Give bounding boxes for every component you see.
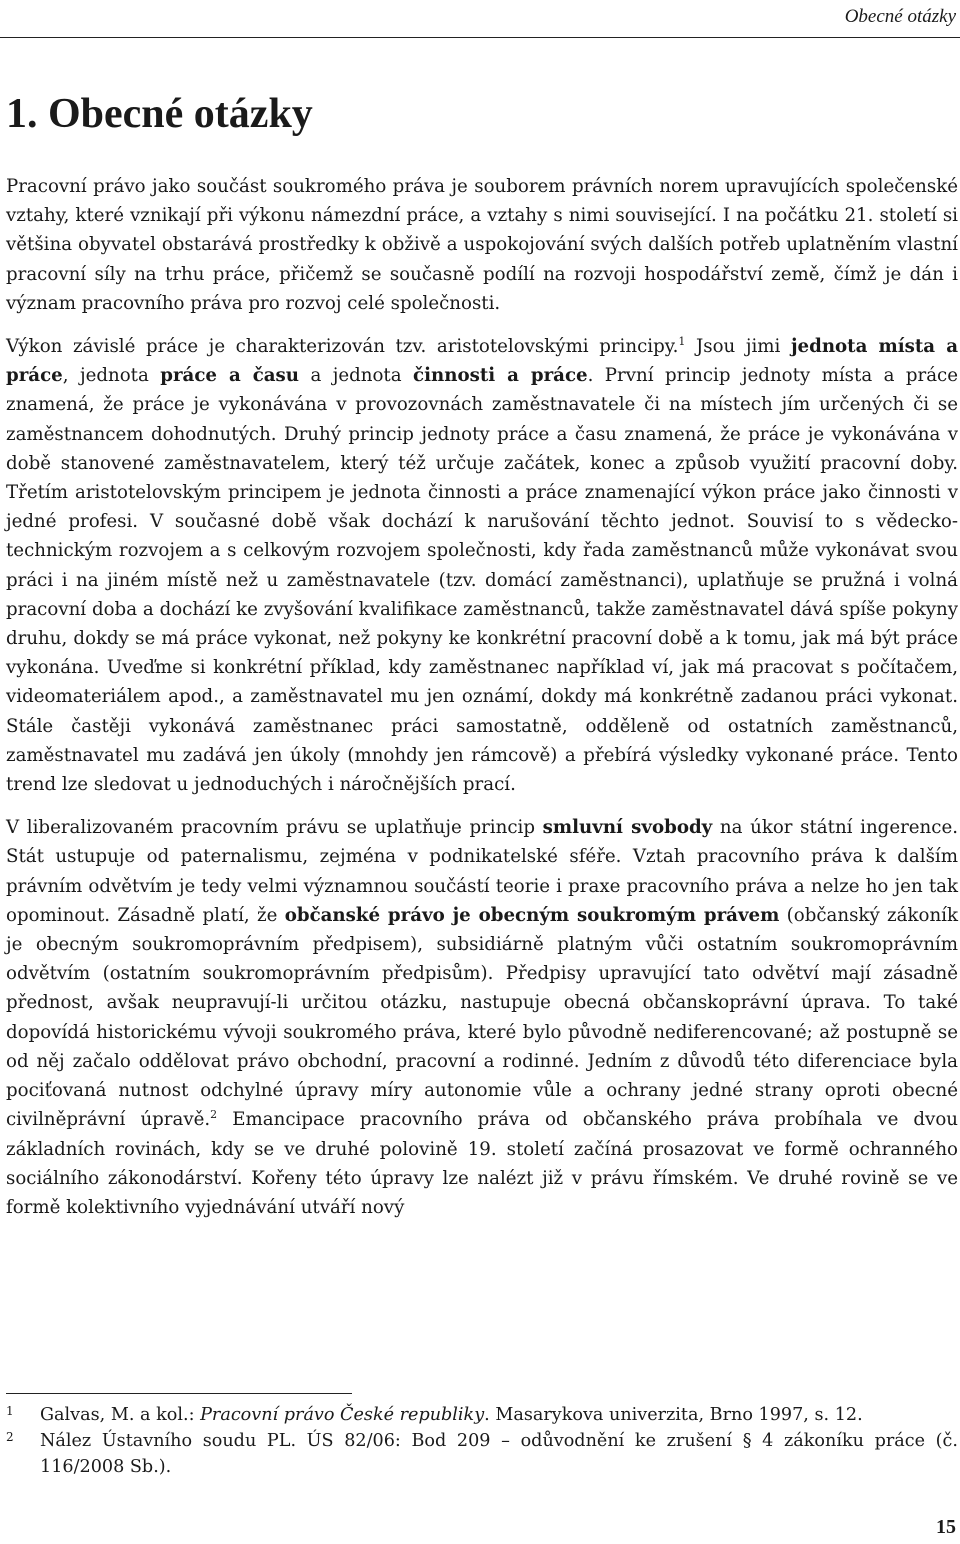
footnote-rule bbox=[6, 1393, 352, 1394]
text-run: Emancipace pracovního práva od občanského práva probíhala ve dvou základních rovinách, kdy se ve druhé polovině 19. století začíná prosazovat ve formě ochranného sociálního zákonodárství. Kořeny této úpravy lze nalézt již v právu římském. Ve druhé rovině se ve formě kolektivního vyjednávání utváří nový bbox=[6, 1109, 958, 1218]
text-run: (občanský zákoník je obecným soukromoprávním předpisem), subsidiárně platným vůči ostatním soukromoprávním odvětvím (ostatním soukromoprávním předpisům). Předpisy upravující tato odvětví mají zásadně přednost, avšak neupravují-li určitou otázku, nastupuje obecná občanskoprávní úprava. To také dopovídá historickému vývoji soukromého práva, které bylo původně nediferencované; až postupně se od něj začalo oddělovat právo obchodní, pracovní a rodinné. Jedním z důvodů této diferenciace byla pociťovaná nutnost odchylné úpravy míry autonomie vůle a ochrany jedné strany oproti obecné civilněprávní úpravě. bbox=[6, 904, 959, 1131]
body-text bbox=[6, 172, 958, 1236]
italic-title: Pracovní právo České republiky bbox=[200, 1405, 485, 1425]
text-run: Pracovní právo jako součást soukromého práva je souborem právních norem upravujících společenské vztahy, které vznikají při výkonu námezdní práce, a vztahy s nimi související. I na počátku 21. století si většina obyvatel obstarává prostředky k obživě a uspokojování svých dalších potřeb uplatněním vlastní pracovní síly na trhu práce, přičemž se současně podílí na rozvoji hospodářství země, čímž je dán i význam pracovního práva pro rozvoj celé společnosti. bbox=[6, 176, 958, 314]
bold-term: občanské právo je obecným soukromým právem bbox=[284, 904, 780, 926]
page-number: 15 bbox=[936, 1516, 956, 1538]
footnote bbox=[6, 1402, 958, 1428]
text-run: na úkor státní ingerence. Stát ustupuje od paternalismu, zejména v podnikatelské sféře. Vztah pracovního práva k dalším právním odvětvím je tedy velmi významnou součástí teorie i praxe pracovního práva a nelze ho jen tak opominout. Zásadně platí, že bbox=[6, 817, 958, 926]
paragraph bbox=[6, 813, 958, 1222]
footnote-number: 1 bbox=[6, 1404, 14, 1418]
text-run: , jednota bbox=[62, 365, 161, 387]
text-run: Nález Ústavního soudu PL. ÚS 82/06: Bod 209 – odůvodnění ke zrušení § 4 zákoníku práce (č. 116/2008 Sb.). bbox=[40, 1431, 958, 1477]
paragraph bbox=[6, 332, 958, 799]
footnotes bbox=[6, 1402, 958, 1480]
text-run: V liberalizovaném pracovním právu se uplatňuje princip bbox=[6, 817, 543, 839]
text-run: Jsou jimi bbox=[685, 336, 791, 358]
footnote-ref: 2 bbox=[210, 1108, 218, 1122]
bold-term: smluvní svobody bbox=[542, 817, 713, 839]
paragraph bbox=[6, 172, 958, 318]
footnote bbox=[6, 1428, 958, 1480]
footnote-number: 2 bbox=[6, 1430, 14, 1444]
bold-term: jednota místa a práce bbox=[6, 336, 959, 387]
footnote-text bbox=[40, 1402, 958, 1428]
text-run: . První princip jednoty místa a práce znamená, že práce je vykonávána v provozovnách zaměstnavatele či na místech jím určených či se zaměstnancem dohodnutých. Druhý princip jednoty práce a času znamená, že práce je vykonávána v době stanovené zaměstnavatelem, který též určuje začátek, konec a způsob využití pracovní doby. Třetím aristotelovským principem je jednota činnosti a práce znamenající výkon práce jako činnosti v jedné profesi. V současné době však dochází k narušování těchto jednot. Souvisí to s vědecko-technickým rozvojem a s celkovým rozvojem společnosti, kdy řada zaměstnanců může vykonávat svou práci i na jiném místě než u zaměstnavatele (tzv. domácí zaměstnanci), uplatňuje se pružná i volná pracovní doba a dochází ke zvyšování kvalifikace zaměstnanců, takže zaměstnavatel dává spíše pokyny druhu, dokdy se má práce vykonat, než pokyny ke konkrétní pracovní době a k tomu, jak má být práce vykonána. Uveďme si konkrétní příklad, kdy zaměstnanec například ví, jak má pracovat s počítačem, videomateriálem apod., a zaměstnavatel mu jen oznámí, dokdy má konkrétně zadanou práci vykonat. Stále častěji vykonává zaměstnanec práci samostatně, odděleně od ostatních zaměstnanců, zaměstnavatel mu zadává jen úkoly (mnohdy jen rámcově) a přebírá výsledky vykonané práce. Tento trend lze sledovat u jednoduchých i náročnějších prací. bbox=[6, 365, 958, 796]
header-rule bbox=[0, 37, 960, 38]
text-run: Galvas, M. a kol.: bbox=[40, 1405, 201, 1425]
footnote-text bbox=[40, 1428, 958, 1480]
text-run: a jednota bbox=[299, 365, 414, 387]
text-run: Výkon závislé práce je charakterizován tzv. aristotelovskými principy. bbox=[6, 336, 679, 358]
footnote-ref: 1 bbox=[678, 335, 686, 349]
text-run: . Masarykova univerzita, Brno 1997, s. 12. bbox=[484, 1405, 863, 1425]
bold-term: práce a času bbox=[160, 365, 300, 387]
chapter-title: 1. Obecné otázky bbox=[6, 91, 313, 137]
bold-term: činnosti a práce bbox=[413, 365, 588, 387]
running-head: Obecné otázky bbox=[844, 6, 956, 27]
